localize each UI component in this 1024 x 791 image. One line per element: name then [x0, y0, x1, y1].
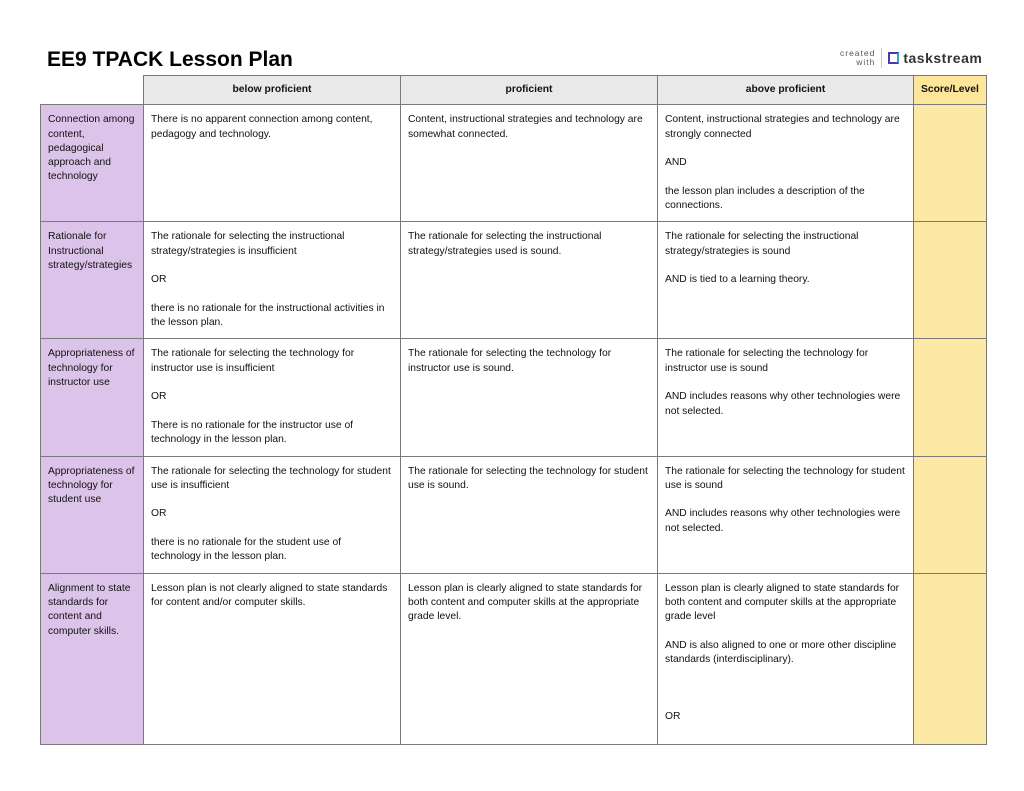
below-proficient-cell — [144, 105, 401, 222]
rubric-row — [41, 222, 987, 339]
below-proficient-cell-text: Lesson plan is not clearly aligned to state standards for content and/or computer skills. — [151, 582, 388, 608]
rubric-row — [41, 456, 987, 573]
corner-cell — [41, 76, 144, 105]
logo-created: created — [840, 48, 876, 58]
below-proficient-cell — [144, 573, 401, 744]
criterion-cell — [41, 339, 144, 456]
proficient-cell — [401, 456, 658, 573]
proficient-cell-text: The rationale for selecting the technology for instructor use is sound. — [408, 348, 612, 374]
above-proficient-cell-text: The rationale for selecting the technology for student use is sound AND includes reasons why other technologies were not selected. — [665, 465, 905, 534]
below-proficient-cell-text: The rationale for selecting the instructional strategy/strategies is insufficient OR there is no rationale for the instructional activities in the lesson plan. — [151, 231, 385, 329]
header-score-level: Score/Level — [914, 76, 987, 105]
below-proficient-cell-text: There is no apparent connection among content, pedagogy and technology. — [151, 114, 373, 140]
rubric-table — [40, 75, 987, 745]
proficient-cell — [401, 222, 658, 339]
criterion-cell — [41, 222, 144, 339]
proficient-cell-text: Content, instructional strategies and technology are somewhat connected. — [408, 114, 643, 140]
criterion-cell — [41, 105, 144, 222]
above-proficient-cell — [658, 456, 914, 573]
score-cell[interactable] — [914, 456, 987, 573]
header-proficient: proficient — [401, 76, 658, 105]
below-proficient-cell-text: The rationale for selecting the technology for instructor use is insufficient OR There is no rationale for the instructor use of technology in the lesson plan. — [151, 348, 355, 446]
header-below-proficient: below proficient — [144, 76, 401, 105]
above-proficient-cell — [658, 339, 914, 456]
below-proficient-cell — [144, 339, 401, 456]
below-proficient-cell — [144, 222, 401, 339]
above-proficient-cell — [658, 222, 914, 339]
rubric-row — [41, 573, 987, 744]
below-proficient-cell — [144, 456, 401, 573]
proficient-cell-text: The rationale for selecting the technology for student use is sound. — [408, 465, 648, 491]
criterion-cell-text: Appropriateness of technology for student use — [48, 465, 135, 506]
score-cell[interactable] — [914, 339, 987, 456]
logo-with: with — [856, 57, 876, 67]
rubric-row — [41, 339, 987, 456]
criterion-cell-text: Alignment to state standards for content and computer skills. — [48, 582, 131, 637]
proficient-cell — [401, 573, 658, 744]
above-proficient-cell-text: Content, instructional strategies and technology are strongly connected AND the lesson plan includes a description of the connections. — [665, 114, 900, 212]
score-cell[interactable] — [914, 105, 987, 222]
rubric-row — [41, 105, 987, 222]
proficient-cell-text: The rationale for selecting the instructional strategy/strategies used is sound. — [408, 231, 602, 257]
logo-brand: taskstream — [903, 50, 983, 66]
score-cell[interactable] — [914, 573, 987, 744]
above-proficient-cell — [658, 573, 914, 744]
criterion-cell-text: Connection among content, pedagogical approach and technology — [48, 114, 135, 183]
criterion-cell — [41, 456, 144, 573]
criterion-cell-text: Appropriateness of technology for instructor use — [48, 348, 135, 389]
proficient-cell — [401, 105, 658, 222]
logo-divider — [881, 48, 882, 68]
page-title: EE9 TPACK Lesson Plan — [47, 48, 293, 71]
above-proficient-cell-text: The rationale for selecting the technology for instructor use is sound AND includes reasons why other technologies were not selected. — [665, 348, 901, 417]
above-proficient-cell-text: The rationale for selecting the instructional strategy/strategies is sound AND is tied to a learning theory. — [665, 231, 859, 286]
header-row — [41, 76, 987, 105]
above-proficient-cell-text: Lesson plan is clearly aligned to state standards for both content and computer skills at the appropriate grade level AND is also aligned to one or more other discipline standards (interdisciplinary). OR — [665, 582, 900, 723]
header-above-proficient: above proficient — [658, 76, 914, 105]
score-cell[interactable] — [914, 222, 987, 339]
proficient-cell — [401, 339, 658, 456]
criterion-cell — [41, 573, 144, 744]
proficient-cell-text: Lesson plan is clearly aligned to state standards for both content and computer skills at the appropriate grade level. — [408, 582, 643, 623]
taskstream-icon — [888, 52, 899, 64]
above-proficient-cell — [658, 105, 914, 222]
criterion-cell-text: Rationale for Instructional strategy/strategies — [48, 231, 133, 271]
below-proficient-cell-text: The rationale for selecting the technology for student use is insufficient OR there is no rationale for the student use of technology in the lesson plan. — [151, 465, 391, 563]
taskstream-logo — [840, 48, 982, 68]
